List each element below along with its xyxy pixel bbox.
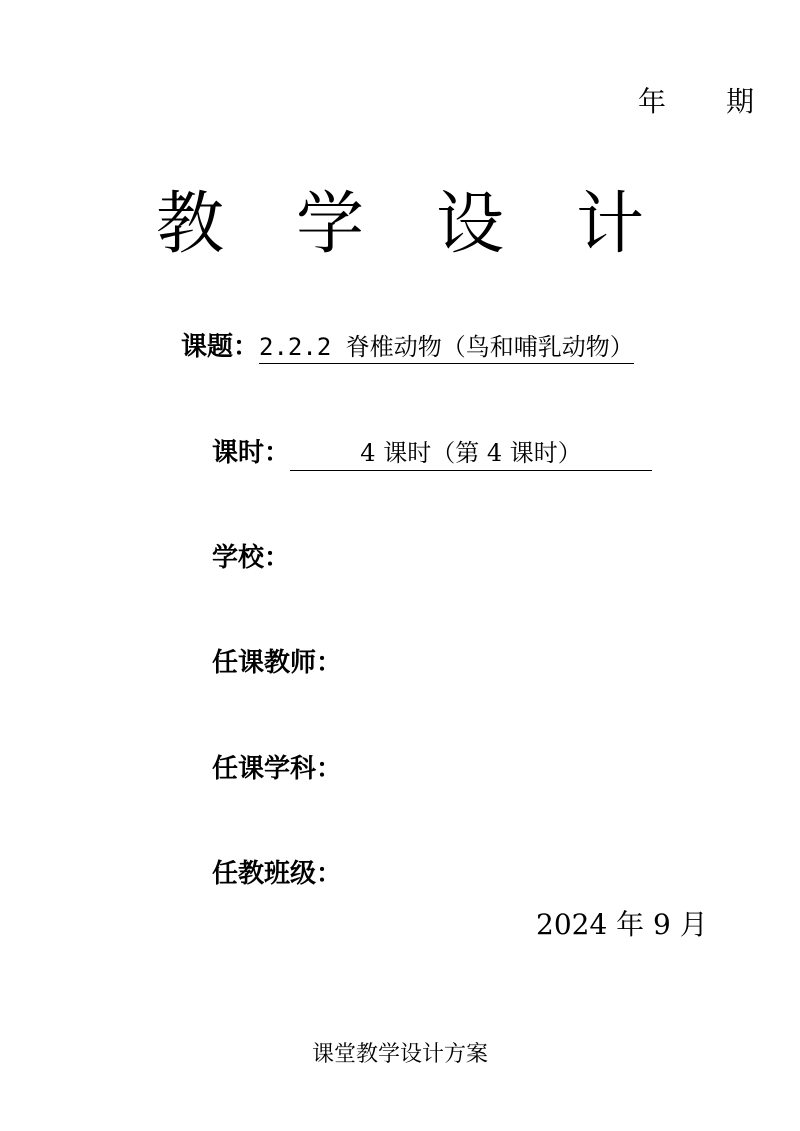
classes-field [212,853,342,890]
subject-label: 任课学科： [212,754,343,784]
period-value: 4 课时（第 4 课时） [290,433,652,471]
title-char-4: 计 [576,185,645,264]
page-title [0,170,800,267]
teacher-field [212,642,342,679]
period-label: 课时： [212,438,291,468]
title-char-2: 学 [296,185,365,264]
year-label: 年 [638,85,667,118]
period-field [212,432,652,471]
topic-value: 2.2.2 脊椎动物（鸟和哺乳动物） [259,333,634,364]
subject-field [212,748,342,785]
term-label: 期 [726,85,755,118]
title-char-3: 设 [436,185,505,264]
school-label: 学校： [212,543,291,573]
topic-label: 课题： [181,332,260,362]
topic-field [181,326,634,363]
teacher-label: 任课教师： [212,648,343,678]
term-line [638,80,754,120]
title-char-1: 教 [156,185,225,264]
footer-text: 课堂教学设计方案 [311,1042,488,1067]
school-field [212,537,290,574]
classes-label: 任教班级： [212,859,343,889]
date-text: 2024 年 9 月 [536,908,708,941]
